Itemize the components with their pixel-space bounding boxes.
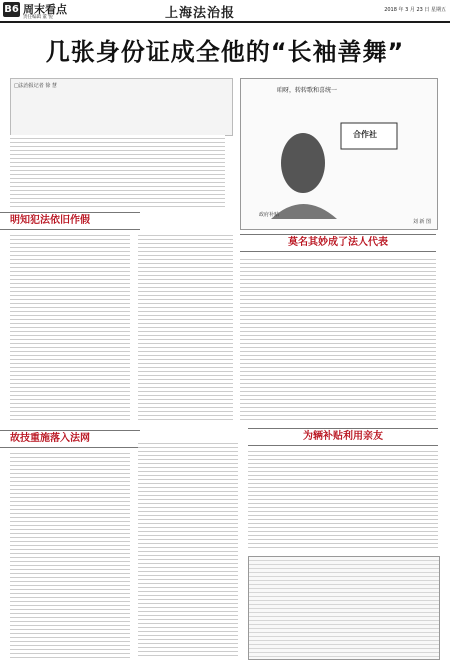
sidebar-box	[248, 556, 440, 660]
subsidy-label: 政府补贴	[259, 212, 280, 218]
page-logo: B6	[4, 4, 19, 15]
column-1-text	[10, 232, 130, 422]
page-header	[0, 0, 450, 23]
newspaper-name: 上海法治报	[165, 6, 236, 21]
column-6-text	[248, 448, 438, 548]
subhead-4: 为辆补贴利用亲友	[248, 428, 438, 446]
column-2-text	[138, 232, 233, 422]
main-headline: 几张身份证成全他的“长袖善舞”	[45, 38, 405, 66]
subhead-3: 故技重施落入法网	[0, 430, 140, 448]
subhead-1: 明知犯法依旧作假	[0, 212, 140, 230]
issue-date: 2018 年 3 月 23 日 星期五	[384, 7, 446, 13]
section-title: 周末看点	[23, 3, 67, 16]
column-5-text	[138, 440, 238, 658]
column-4-text	[10, 450, 130, 658]
byline: □法治报记者 徐 慧	[14, 83, 57, 89]
lede-box	[10, 78, 233, 136]
cooperative-sign: 合作社	[353, 129, 377, 139]
cartoon-credit: 刘 新 图	[412, 219, 431, 225]
editor-info: 责任编辑 董 悦	[23, 15, 53, 20]
column-3-text	[240, 256, 436, 422]
speech-bubble: 咱呀，转转歌和喜统一	[277, 87, 338, 94]
cartoon-illustration	[240, 78, 438, 230]
subhead-2: 莫名其妙成了法人代表	[240, 234, 436, 252]
article-body-text	[10, 135, 225, 207]
